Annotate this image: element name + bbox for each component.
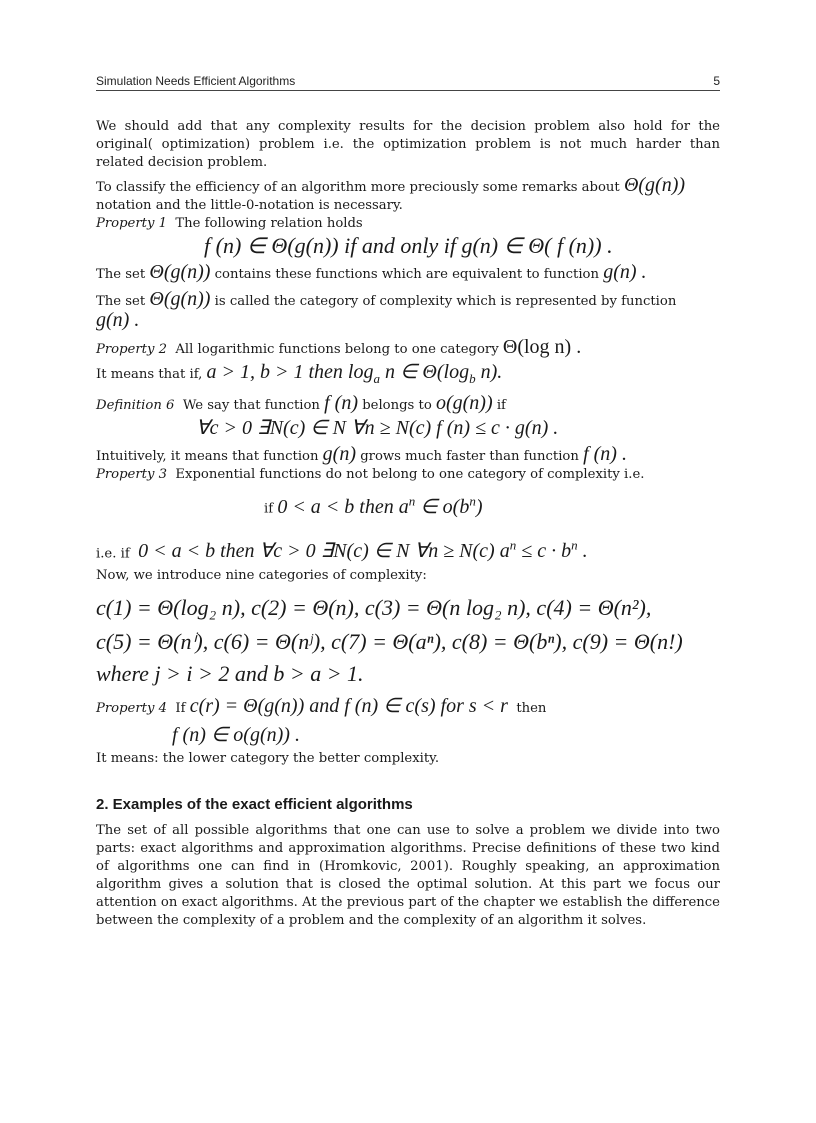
running-header [96,74,720,90]
categories-line-2: c(5) = Θ(nⁱ), c(6) = Θ(nʲ), c(7) = Θ(aⁿ), c(8) = Θ(bⁿ), c(9) = Θ(n!) [96,629,683,655]
ie-formula: i.e. if 0 < a < b then ∀c > 0 ∃N(c) ∈ N ∀n ≥ N(c) $a^n \le c \cdot b^n$ . [96,537,588,563]
property-3-formula: if 0 < a < b then $a^n$ ∈ $o(b^n)$ [264,493,483,518]
introduce-categories: Now, we introduce nine categories of complexity: [96,568,427,584]
section-title: 2. Examples of the exact efficient algorithms [96,796,413,814]
categories-line-3: where j > i > 2 and b > a > 1. [96,661,364,687]
property-2: Property 2 All logarithmic functions belong to one category Θ(log n) . [96,336,582,358]
header-title: Simulation Needs Efficient Algorithms [96,74,296,88]
property-4: Property 4 If c(r) = Θ(g(n)) and f (n) ∈ c(s) for s < r then [96,695,547,718]
definition-6-formula: ∀c > 0 ∃N(c) ∈ N ∀n ≥ N(c) f (n) ≤ c · g(n) . [196,417,559,439]
means-log: It means that if, a > 1, b > 1 then $\log_a n$ ∈ $\Theta(\log_b$ n). [96,361,503,386]
definition-6: Definition 6 We say that function f (n) belongs to o(g(n)) if [96,392,506,414]
theta-g-n: Θ(g(n)) [623,174,686,196]
page-body [96,118,720,930]
property-1-formula: f (n) ∈ Θ(g(n)) if and only if g(n) ∈ Θ( f (n)) . [204,233,613,258]
categories-line-1: c(1) = Θ(log₂ n), c(2) = Θ(n), c(3) = Θ(n log₂ n), c(4) = Θ(n²), [96,595,652,621]
paragraph-decision-problem: We should add that any complexity results for the decision problem also hold for the original( optimization) problem i.e. the optimization problem is not much harder than related decision problem. [96,119,720,170]
property-1: Property 1 The following relation holds [96,216,363,231]
property-4-formula: f (n) ∈ o(g(n)) . [172,724,300,747]
means-lower-category: It means: the lower category the better complexity. [96,751,440,767]
page-number: 5 [713,74,720,88]
set-category: The set Θ(g(n)) is called the category of complexity which is represented by function g(n) . [96,288,677,331]
property-3: Property 3 Exponential functions do not belong to one category of complexity i.e. [96,467,645,482]
set-equivalent: The set Θ(g(n)) contains these functions which are equivalent to function g(n) . [96,261,647,283]
paragraph-classify: To classify the efficiency of an algorithm more preciously some remarks about Θ(g(n)) notation and the little-0-notation is necessary. [96,174,686,213]
header-rule [96,90,720,91]
intuitively: Intuitively, it means that function g(n) grows much faster than function f (n) . [96,443,627,465]
paragraph-algorithms: The set of all possible algorithms that one can use to solve a problem we divide into two parts: exact algorithms and approximation algorithms. Precise definitions of these two kind of algorithms one can find in (Hromkovic, 2001). Roughly speaking, an approximation algorithm gives a solution that is closed the optimal solution. At this part we focus our attention on exact algorithms. At the previous part of the chapter we establish the difference between the complexity of a problem and the complexity of an algorithm it solves. [96,823,720,929]
